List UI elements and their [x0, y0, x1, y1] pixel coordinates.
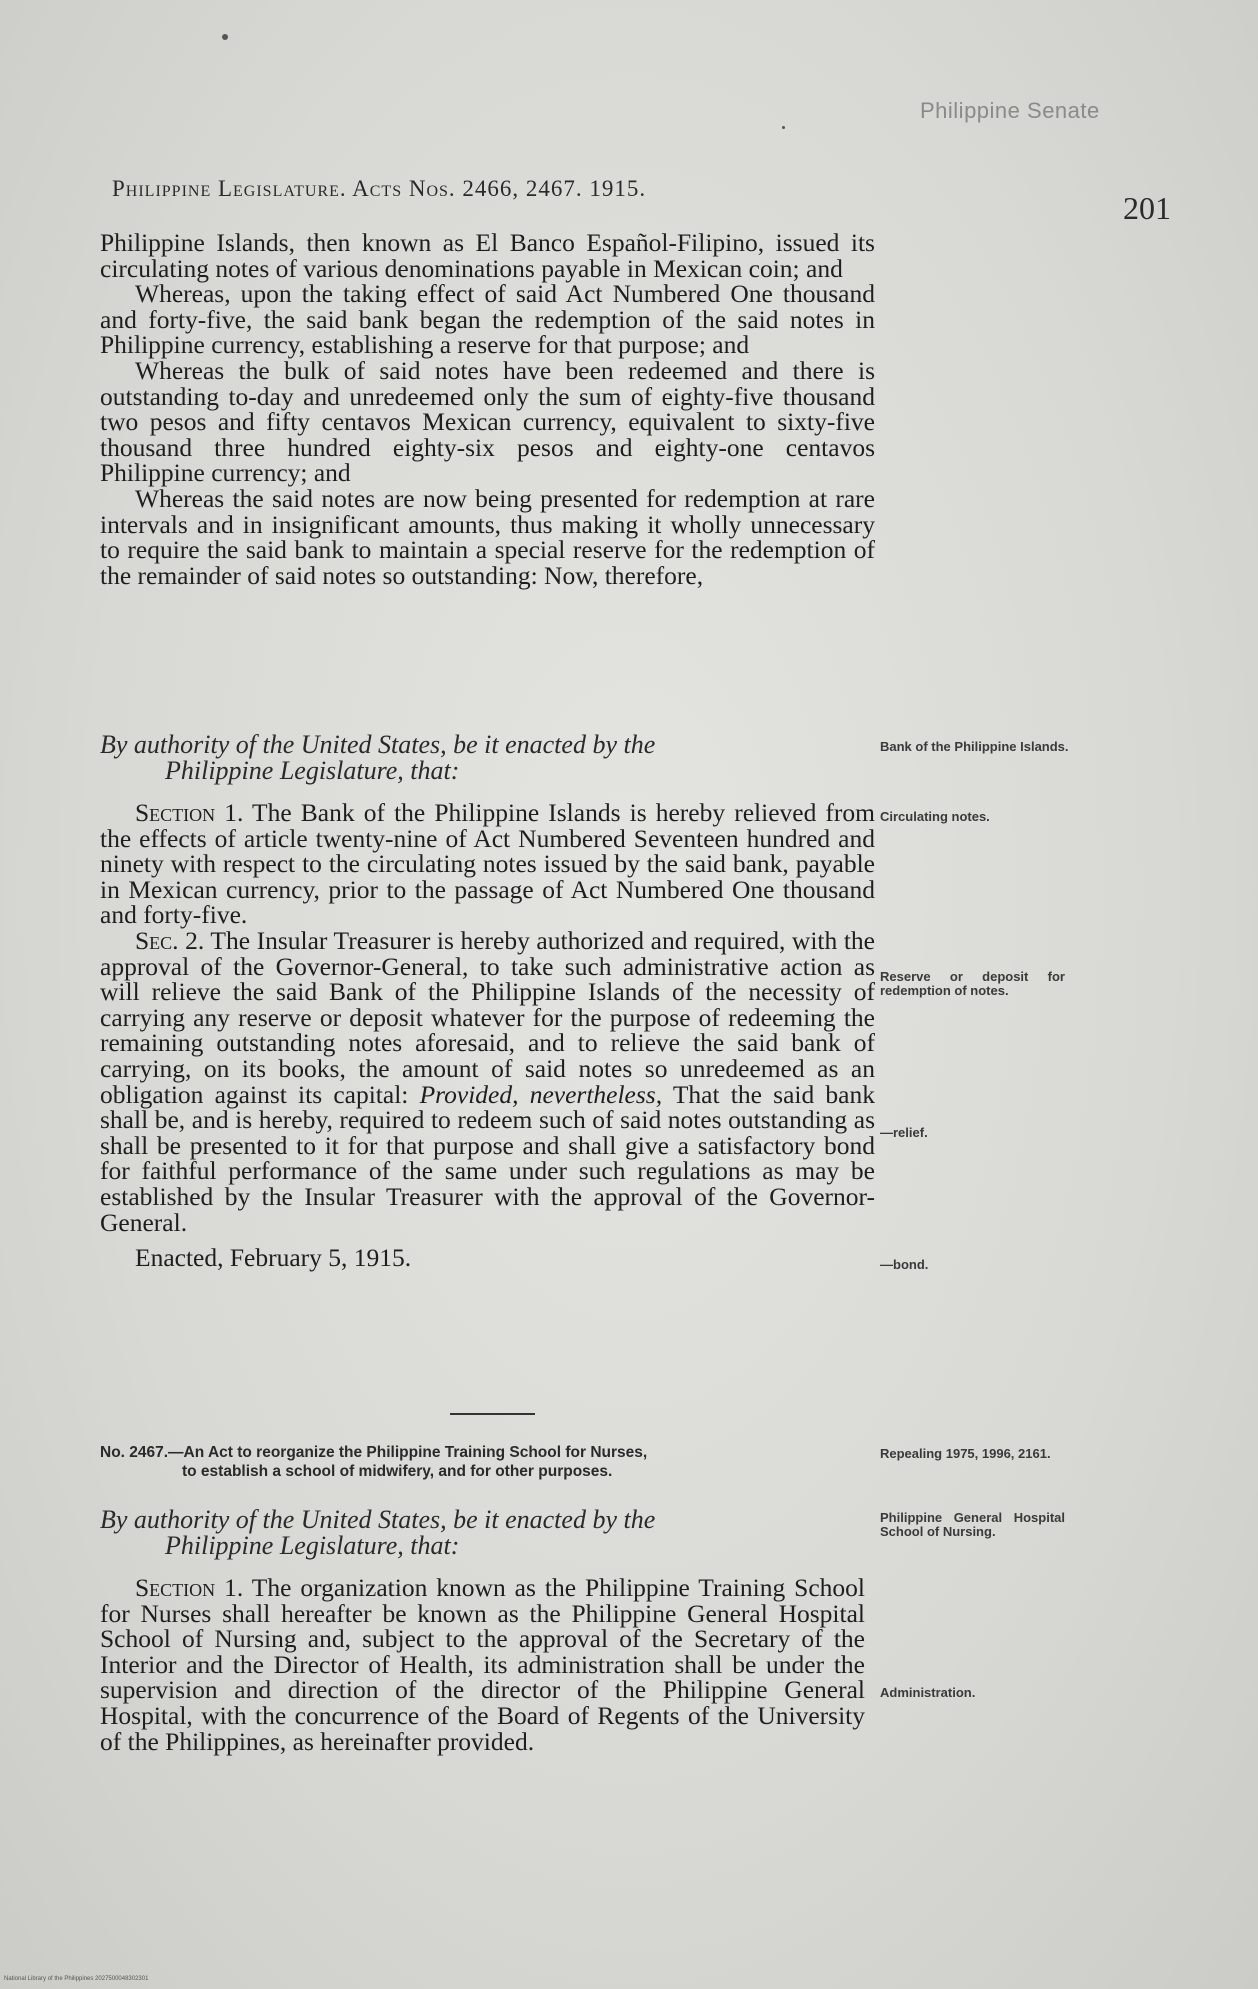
act-2467-title	[100, 1443, 870, 1481]
enacting-clause	[100, 732, 875, 784]
enacted-date: Enacted, February 5, 1915.	[135, 1243, 412, 1273]
enacting-clause-line: Philippine Legislature, that:	[165, 1531, 460, 1560]
proviso: Provided, nevertheless,	[419, 1079, 663, 1109]
running-head-text: Philippine Legislature. Acts Nos. 2466, 2467. 1915.	[112, 176, 647, 201]
enacting-clause-line: Philippine Legislature, that:	[165, 756, 460, 785]
section-text: The Bank of the Philippine Islands is hereby relieved from the effects of article twenty-nine of Act Numbered Seventeen hundred and ninety with respect to the circulating notes issued by the said bank, payable in Mexican currency, prior to the passage of Act Numbered One thousand and forty-five.	[100, 798, 875, 930]
footer-note: National Library of the Philippines 2027500048302301	[4, 1976, 149, 1982]
marginal-note-administration: Administration.	[880, 1685, 976, 1700]
section-1	[100, 1575, 865, 1754]
marginal-note-repealing: Repealing 1975, 1996, 2161.	[880, 1446, 1051, 1461]
page-number: 201	[1123, 190, 1171, 226]
marginal-note-bond: —bond.	[880, 1257, 929, 1272]
section-heading: Section 1.	[135, 798, 244, 827]
running-head	[112, 176, 872, 202]
enacting-clause-line: By authority of the United States, be it enacted by the	[100, 730, 656, 759]
enacting-clause-line: By authority of the United States, be it enacted by the	[100, 1505, 656, 1534]
section-text: That the said bank shall be, and is hereby, required to redeem such of said notes outstanding as shall be presented to it for that purpose and shall give a satisfactory bond for faithful performance of the same under such regulations as may be established by the Insular Treasurer with the approval of the Governor-General.	[100, 1079, 875, 1237]
preamble-paragraph: Whereas, upon the taking effect of said Act Numbered One thousand and forty-five, the said bank began the redemption of the said notes in Philippine currency, establishing a reserve for that purpose; and	[100, 279, 875, 360]
marginal-note-bank: Bank of the Philippine Islands.	[880, 739, 1069, 754]
section-1	[100, 800, 875, 928]
act-2467-sections	[100, 1575, 865, 1754]
section-text: The organization known as the Philippine Training School for Nurses shall hereafter be known as the Philippine General Hospital School of Nursing and, subject to the approval of the Secretary of the Interior and the Director of Health, its administration shall be under the supervision and direction of the director of the Philippine General Hospital, with the concurrence of the Board of Regents of the University of the Philippines, as hereinafter provided.	[100, 1573, 866, 1756]
preamble	[100, 230, 875, 588]
archive-stamp: Philippine Senate	[920, 98, 1100, 123]
marginal-note-reserve: Reserve or deposit for redemption of notes.	[880, 969, 1065, 998]
enacting-clause	[100, 1507, 875, 1559]
marginal-note-school: Philippine General Hospital School of Nursing.	[880, 1510, 1065, 1539]
section-heading: Sec. 2.	[135, 925, 205, 955]
act-2466-sections	[100, 800, 875, 1271]
preamble-paragraph: Philippine Islands, then known as El Banco Español-Filipino, issued its circulating notes of various denominations payable in Mexican coin; and	[100, 228, 875, 283]
section-2	[100, 925, 875, 1237]
preamble-paragraph: Whereas the said notes are now being presented for redemption at rare intervals and in insignificant amounts, thus making it wholly unnecessary to require the said bank to maintain a special reserve for the redemption of the remainder of said notes so outstanding: Now, therefore,	[100, 483, 875, 590]
marginal-note-relief: —relief.	[880, 1125, 928, 1140]
act-title-line: No. 2467.—An Act to reorganize the Philippine Training School for Nurses,	[100, 1444, 648, 1461]
section-heading: Section 1.	[135, 1573, 244, 1602]
section-text: The Insular Treasurer is hereby authorized and required, with the approval of the Governor-General, to take such administrative action as will relieve the said Bank of the Philippine Islands of the necessity of carrying any reserve or deposit whatever for the purpose of redeeming the remaining outstanding notes aforesaid, and to relieve the said bank of carrying, on its books, the amount of said notes so unredeemed as an obligation against its capital:	[100, 925, 875, 1109]
marginal-note-circulating: Circulating notes.	[880, 809, 990, 824]
act-title-line: to establish a school of midwifery, and for other purposes.	[182, 1463, 613, 1480]
speck	[222, 34, 228, 40]
speck	[782, 126, 785, 129]
section-divider	[450, 1413, 535, 1415]
preamble-paragraph: Whereas the bulk of said notes have been redeemed and there is outstanding to-day and unredeemed only the sum of eighty-five thousand two pesos and fifty centavos Mexican currency, equivalent to sixty-five thousand three hundred eighty-six pesos and eighty-one centavos Philippine currency; and	[100, 355, 875, 488]
